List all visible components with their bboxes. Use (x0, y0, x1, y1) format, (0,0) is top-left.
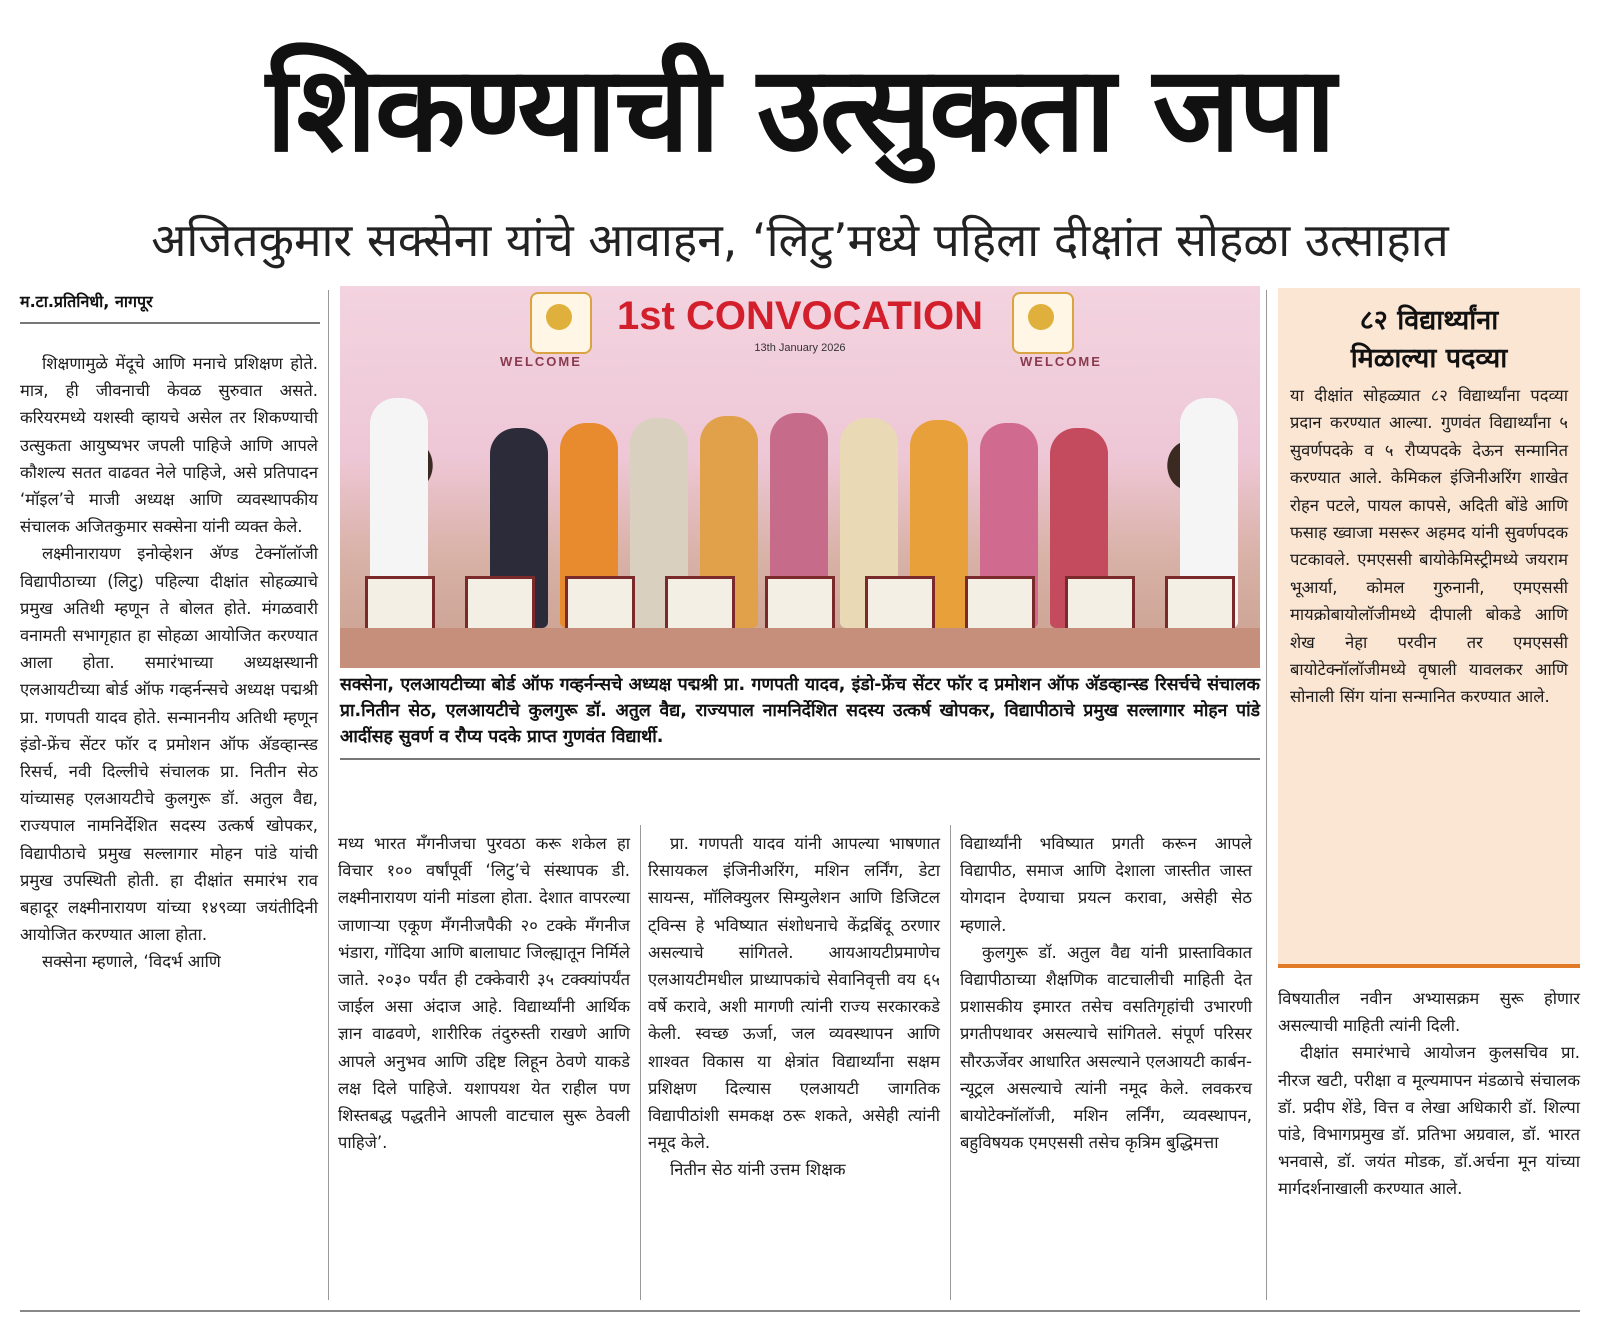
paragraph: लक्ष्मीनारायण इनोव्हेशन अ‍ॅण्ड टेक्नॉलॉजी विद्यापीठाच्या (लिटु) पहिल्या दीक्षांत सोहळ्याचे प्रमुख अतिथी म्हणून ते बोलत होते. मंगळवारी वनामती सभागृहात हा सोहळा आयोजित करण्यात आला होता. समारंभाच्या अध्यक्षस्थानी एलआयटीच्या बोर्ड ऑफ गव्हर्नन्सचे अध्यक्ष पद्मश्री प्रा. गणपती यादव होते. सन्माननीय अतिथी म्हणून इंडो-फ्रेंच सेंटर फॉर द प्रमोशन ऑफ अ‍ॅडव्हान्स्ड रिसर्च, नवी दिल्लीचे संचालक प्रा. नितीन सेठ यांच्यासह एलआयटीचे कुलगुरू डॉ. अतुल वैद्य, राज्यपाल नामनिर्देशित सदस्य उत्कर्ष खोपकर, विद्यापीठाचे प्रमुख सल्लागार मोहन पांडे यांची प्रमुख उपस्थिती होती. हा दीक्षांत समारंभ राव बहादूर लक्ष्मीनारायण यांच्या १४९व्या जयंतीदिनी आयोजित करण्यात आला होता. (20, 544, 318, 945)
sidebar-box (1278, 288, 1580, 968)
subheadline: अजितकुमार सक्सेना यांचे आवाहन, ‘लिटु’मध्ये पहिला दीक्षांत सोहळा उत्साहात (151, 213, 1449, 267)
paragraph: विद्यार्थ्यांनी भविष्यात प्रगती करून आपले विद्यापीठ, समाज आणि देशाला जास्तीत जास्त योगदान देण्याचा प्रयत्न करावा, असेही सेठ म्हणाले. (960, 834, 1252, 935)
paragraph: प्रा. गणपती यादव यांनी आपल्या भाषणात रिसायकल इंजिनीअरिंग, मशिन लर्निंग, डेटा सायन्स, मॉलिक्युलर सिम्युलेशन आणि डिजिटल ट्विन्स हे भविष्यात संशोधनाचे केंद्रबिंदू ठरणार असल्याचे सांगितले. आयआयटीप्रमाणेच एलआयटीमधील प्राध्यापकांचे सेवानिवृत्ती वय ६५ वर्षे करावे, अशी मागणी त्यांनी राज्य सरकारकडे केली. स्वच्छ ऊर्जा, जल व्यवस्थापन आणि शाश्वत विकास या क्षेत्रांत विद्यार्थ्यांना सक्षम प्रशिक्षण दिल्यास एलआयटी जागतिक विद्यापीठांशी समकक्ष ठरू शकते, असेही त्यांनी नमूद केले. (648, 834, 940, 1153)
stage-carpet (340, 628, 1260, 668)
paragraph: विषयातील नवीन अभ्यासक्रम सुरू होणार असल्याची माहिती त्यांनी दिली. (1278, 989, 1580, 1036)
banner-title: 1st CONVOCATION (617, 294, 983, 338)
paragraph: कुलगुरू डॉ. अतुल वैद्य यांनी प्रास्ताविकात विद्यापीठाच्या शैक्षणिक वाटचालीची माहिती देत प्रशासकीय इमारत तसेच वसतिगृहांची उभारणी प्रगतीपथावर असल्याचे सांगितले. संपूर्ण परिसर सौरऊर्जेवर आधारित असल्याने एलआयटी कार्बन-न्यूट्रल असल्याचे त्यांनी नमूद केले. लवकरच बायोटेक्नॉलॉजी, मशिन लर्निंग, व्यवस्थापन, बहुविषयक एमएससी तसेच कृत्रिम बुद्धिमत्ता (960, 942, 1252, 1153)
article-column-4 (960, 830, 1252, 1156)
paragraph: दीक्षांत समारंभाचे आयोजन कुलसचिव प्रा. नीरज खटी, परीक्षा व मूल्यमापन मंडळाचे संचालक डॉ. प्रदीप शेंडे, वित्त व लेखा अधिकारी डॉ. शिल्पा पांडे, विभागप्रमुख डॉ. प्रतिभा अग्रवाल, डॉ. भारत भनवासे, डॉ. जयंत मोडक, डॉ.अर्चना मून यांच्या मार्गदर्शनाखाली करण्यात आले. (1278, 1043, 1580, 1199)
article-column-5 (1278, 985, 1580, 1203)
column-divider (1266, 290, 1267, 1300)
welcome-sign: WELCOME (500, 354, 582, 369)
sidebar-title-line: मिळाल्या पदव्या (1350, 343, 1508, 374)
paragraph: शिक्षणामुळे मेंदूचे आणि मनाचे प्रशिक्षण होते. मात्र, ही जीवनाची केवळ सुरुवात असते. करियरमध्ये यशस्वी व्हायचे असेल तर शिकण्याची उत्सुकता आयुष्यभर जपली पाहिजे आणि आपले कौशल्य सतत वाढवत नेले पाहिजे, असे प्रतिपादन ‘मॉइल’चे माजी अध्यक्ष आणि व्यवस्थापकीय संचालक अजितकुमार सक्सेना यांनी व्यक्त केले. (20, 354, 318, 537)
column-divider (950, 825, 951, 1300)
sidebar-title-line: ८२ विद्यार्थ्यांना (1359, 305, 1499, 336)
sidebar-title (1290, 302, 1568, 378)
welcome-sign: WELCOME (1020, 354, 1102, 369)
photo-caption: सक्सेना, एलआयटीच्या बोर्ड ऑफ गव्हर्नन्सचे अध्यक्ष पद्मश्री प्रा. गणपती यादव, इंडो-फ्रेंच सेंटर फॉर द प्रमोशन ऑफ अ‍ॅडव्हान्स्ड रिसर्चचे संचालक प्रा.नितीन सेठ, एलआयटीचे कुलगुरू डॉ. अतुल वैद्य, राज्यपाल नामनिर्देशित सदस्य उत्कर्ष खोपकर, विद्यापीठाचे प्रमुख सल्लागार मोहन पांडे आदींसह सुवर्ण व रौप्य पदके प्राप्त गुणवंत विद्यार्थी. (340, 672, 1260, 760)
paragraph: सक्सेना म्हणाले, ‘विदर्भ आणि (42, 952, 221, 972)
byline: म.टा.प्रतिनिधी, नागपूर (20, 290, 320, 324)
headline: शिकण्याची उत्सुकता जपा (266, 40, 1334, 178)
certificates-row (350, 576, 1250, 632)
column-divider (640, 825, 641, 1300)
paragraph: नितीन सेठ यांनी उत्तम शिक्षक (670, 1160, 846, 1180)
article-column-2 (338, 830, 630, 1156)
bottom-rule (20, 1310, 1580, 1312)
article-column-1 (20, 350, 318, 976)
banner-date: 13th January 2026 (754, 342, 846, 354)
convocation-photo (340, 286, 1260, 668)
paragraph: मध्य भारत मँगनीजचा पुरवठा करू शकेल हा विचार १०० वर्षांपूर्वी ‘लिटु’चे संस्थापक डी. लक्ष्मीनारायण यांनी मांडला होता. देशात वापरल्या जाणाऱ्या एकूण मँगनीजपैकी २० टक्के मँगनीज भंडारा, गोंदिया आणि बालाघाट जिल्ह्यातून निर्मिले जाते. २०३० पर्यंत ही टक्केवारी ३५ टक्क्यांपर्यंत जाईल असा अंदाज आहे. विद्यार्थ्यांनी आर्थिक ज्ञान वाढवणे, शारीरिक तंदुरुस्ती राखणे आणि आपले अनुभव आणि उद्दिष्ट लिहून ठेवणे याकडे लक्ष दिले पाहिजे. यशापयश येत राहील पण शिस्तबद्ध पद्धतीने आपली वाटचाल सुरू ठेवली पाहिजे’. (338, 834, 630, 1153)
sidebar-body: या दीक्षांत सोहळ्यात ८२ विद्यार्थ्यांना पदव्या प्रदान करण्यात आल्या. गुणवंत विद्यार्थ्यांना ५ सुवर्णपदके व ५ रौप्यपदके देऊन सन्मानित करण्यात आले. केमिकल इंजिनीअरिंग शाखेत रोहन पटले, पायल कापसे, अदिती बोंडे आणि फसाह ख्वाजा मसरूर अहमद यांनी सुवर्णपदक पटकावले. एमएससी बायोकेमिस्ट्रीमध्ये जयराम भूआर्या, कोमल गुरुनानी, एमएससी मायक्रोबायोलॉजीमध्ये दीपाली बोकडे आणि शेख नेहा परवीन तर एमएससी बायोटेक्नॉलॉजीमध्ये वृषाली यावलकर आणि सोनाली सिंग यांना सन्मानित करण्यात आले. (1290, 386, 1568, 707)
article-column-3 (648, 830, 940, 1184)
column-divider (328, 290, 329, 1300)
